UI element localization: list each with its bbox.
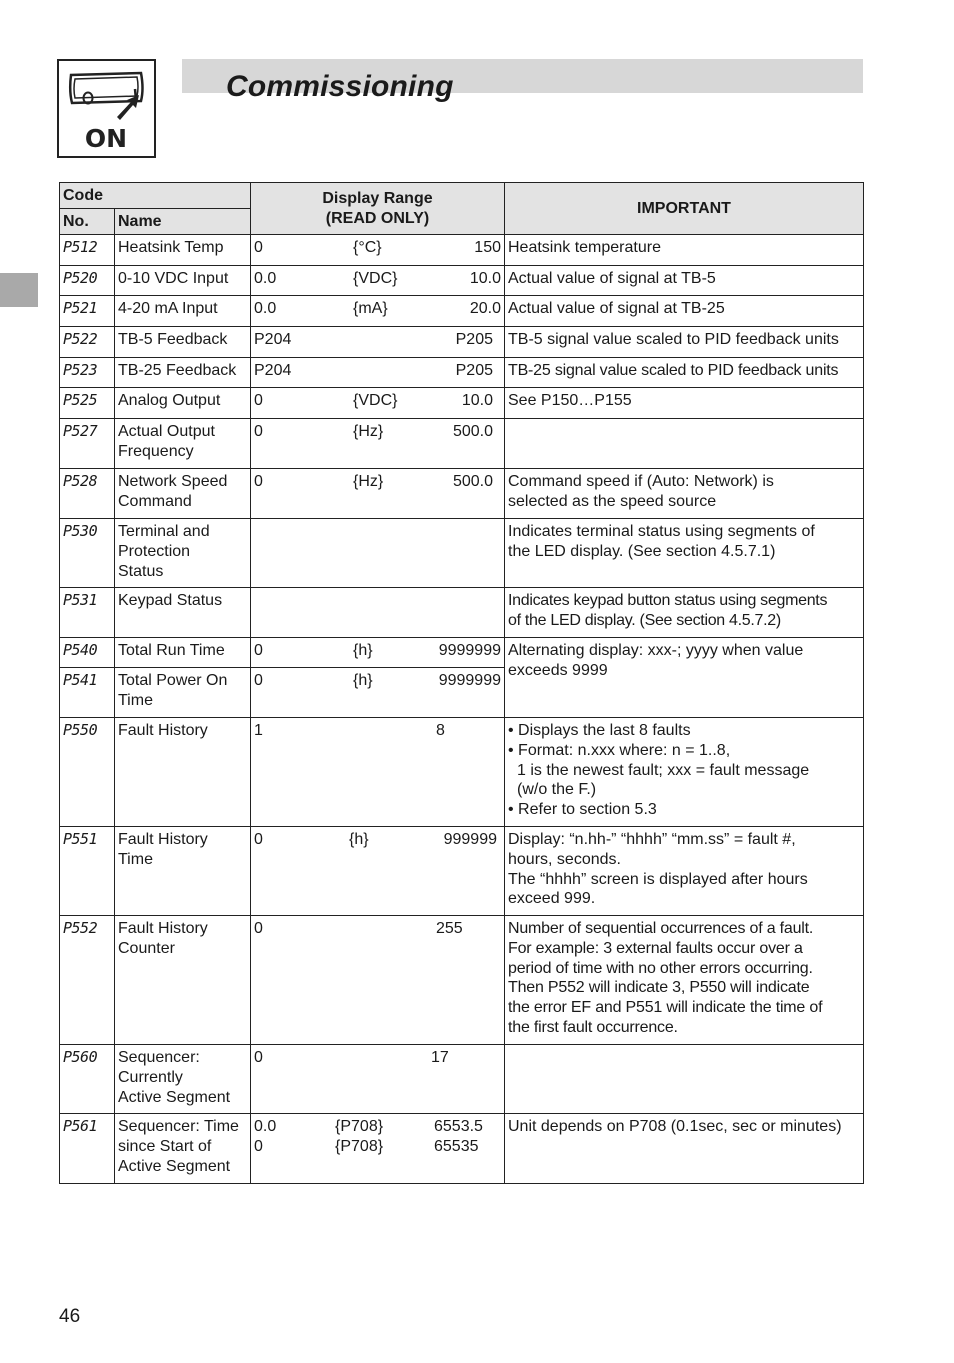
- range-unit: {VDC}: [353, 270, 398, 287]
- range-unit: {P708}: [335, 1118, 384, 1135]
- range-min: 0.0: [254, 270, 277, 287]
- range-max: 150: [474, 239, 501, 256]
- param-note: Indicates terminal status using segments of the LED display. (See section 4.5.7.1): [505, 519, 864, 588]
- param-note: Command speed if (Auto: Network) is selected as the speed source: [505, 469, 864, 519]
- range-min: 0: [254, 642, 263, 659]
- param-code: P531: [63, 591, 98, 609]
- param-code: P561: [63, 1117, 98, 1135]
- param-note: Indicates keypad button status using segments of the LED display. (See section 4.5.7.2): [505, 588, 864, 638]
- table-row: [60, 296, 864, 327]
- range-max: 9999999: [438, 642, 501, 659]
- section-tab-marker: [0, 273, 38, 307]
- param-name: Analog Output: [115, 388, 251, 419]
- range-unit: {Hz}: [353, 423, 384, 440]
- range-min: 0: [254, 1049, 263, 1066]
- range-min: 0.0: [254, 1118, 277, 1135]
- rocker-switch-icon: [59, 61, 154, 156]
- param-name: Sequencer: Time since Start of Active Segment: [115, 1114, 251, 1184]
- param-code: P525: [63, 391, 98, 409]
- range-min: 0: [254, 423, 263, 440]
- param-name: Fault History: [115, 718, 251, 827]
- param-code: P552: [63, 919, 98, 937]
- table-row: [60, 327, 864, 358]
- param-code: P541: [63, 671, 98, 689]
- header-display-range: Display Range (READ ONLY): [251, 183, 505, 235]
- range-max: 9999999: [438, 672, 501, 689]
- param-name: Keypad Status: [115, 588, 251, 638]
- range-min: 1: [254, 722, 263, 739]
- table-row: [60, 469, 864, 519]
- param-note: Actual value of signal at TB-25: [505, 296, 864, 327]
- param-name: Total Power On Time: [115, 668, 251, 718]
- range-max: 10.0: [461, 392, 493, 409]
- param-note: Number of sequential occurrences of a fault. For example: 3 external faults occur over a period of time with no other errors occurring. Then P552 will indicate 3, P550 will indicate the error EF and P551 will indicate the time of the first fault occurrence.: [505, 916, 864, 1045]
- table-row: [60, 638, 864, 668]
- range-min: 0: [254, 672, 263, 689]
- param-code: P540: [63, 641, 98, 659]
- range-max: 500.0: [452, 423, 493, 440]
- range-min: 0: [254, 920, 263, 937]
- range-min: 0: [254, 473, 263, 490]
- range-unit: {h}: [353, 672, 373, 689]
- param-code: P550: [63, 721, 98, 739]
- range-unit: {Hz}: [353, 473, 384, 490]
- param-code: P560: [63, 1048, 98, 1066]
- range-min: 0: [254, 1138, 263, 1155]
- range-max: 999999: [443, 831, 497, 848]
- header-important: IMPORTANT: [505, 183, 864, 235]
- table-row: [60, 235, 864, 266]
- param-code: P521: [63, 299, 98, 317]
- param-code: P530: [63, 522, 98, 540]
- range-max: 500.0: [452, 473, 493, 490]
- table-row: [60, 419, 864, 469]
- range-unit: {mA}: [353, 300, 388, 317]
- table-row: [60, 916, 864, 1045]
- param-note: See P150…P155: [505, 388, 864, 419]
- table-row: [60, 588, 864, 638]
- table-row: [60, 1114, 864, 1184]
- range-max: 65535: [434, 1138, 479, 1155]
- table-row: [60, 827, 864, 916]
- range-max: 255: [436, 920, 463, 937]
- param-name: Terminal and Protection Status: [115, 519, 251, 588]
- param-note: [505, 1045, 864, 1114]
- table-row: [60, 519, 864, 588]
- table-row: [60, 388, 864, 419]
- param-note: TB-25 signal value scaled to PID feedback units: [505, 358, 864, 388]
- power-switch-logo: [57, 59, 156, 158]
- header-code: Code: [60, 183, 251, 209]
- param-code: P527: [63, 422, 98, 440]
- param-name: Fault History Counter: [115, 916, 251, 1045]
- range-max: P205: [455, 331, 493, 348]
- param-name: TB-5 Feedback: [115, 327, 251, 358]
- table-row: [60, 718, 864, 827]
- param-note: Actual value of signal at TB-5: [505, 266, 864, 296]
- param-note: TB-5 signal value scaled to PID feedback units: [505, 327, 864, 358]
- param-note: Heatsink temperature: [505, 235, 864, 266]
- range-max: P205: [455, 362, 493, 379]
- page-number: 46: [59, 1306, 81, 1327]
- range-min: 0: [254, 239, 263, 256]
- param-name: Sequencer: Currently Active Segment: [115, 1045, 251, 1114]
- range-min: 0: [254, 392, 263, 409]
- param-note: • Displays the last 8 faults • Format: n.xxx where: n = 1..8, 1 is the newest fault; xxx = fault message (w/o the F.) • Refer to section 5.3: [505, 718, 864, 827]
- range-max: 17: [431, 1049, 449, 1066]
- param-name: Total Run Time: [115, 638, 251, 668]
- param-note: Alternating display: xxx-; yyyy when value exceeds 9999: [505, 638, 864, 718]
- header-name: Name: [115, 209, 251, 235]
- param-code: P551: [63, 830, 98, 848]
- range-min: 0: [254, 831, 263, 848]
- header-no: No.: [60, 209, 115, 235]
- param-note: Unit depends on P708 (0.1sec, sec or minutes): [505, 1114, 864, 1184]
- param-name: Actual Output Frequency: [115, 419, 251, 469]
- range-max: 8: [436, 722, 445, 739]
- range-max: 20.0: [469, 300, 501, 317]
- param-name: Heatsink Temp: [115, 235, 251, 266]
- param-name: Fault History Time: [115, 827, 251, 916]
- param-code: P522: [63, 330, 98, 348]
- range-max: 6553.5: [434, 1118, 483, 1135]
- param-note: [505, 419, 864, 469]
- param-code: P512: [63, 238, 98, 256]
- table-row: [60, 1045, 864, 1114]
- range-unit: {°C}: [353, 239, 382, 256]
- page-title: Commissioning: [226, 70, 454, 103]
- param-code: P520: [63, 269, 98, 287]
- logo-on-text: ON: [84, 124, 128, 153]
- range-unit: {h}: [349, 831, 369, 848]
- param-code: P528: [63, 472, 98, 490]
- param-name: 4-20 mA Input: [115, 296, 251, 327]
- table-header-row: [60, 183, 864, 209]
- range-unit: {VDC}: [353, 392, 398, 409]
- range-unit: {h}: [353, 642, 373, 659]
- table-row: [60, 358, 864, 388]
- param-note: Display: “n.hh-” “hhhh” “mm.ss” = fault #, hours, seconds. The “hhhh” screen is displayed after hours exceed 999.: [505, 827, 864, 916]
- range-max: 10.0: [469, 270, 501, 287]
- parameter-table: [59, 182, 864, 1184]
- range-min: P204: [254, 362, 292, 379]
- table-row: [60, 266, 864, 296]
- range-unit: {P708}: [335, 1138, 384, 1155]
- range-min: 0.0: [254, 300, 277, 317]
- param-code: P523: [63, 361, 98, 379]
- range-min: P204: [254, 331, 292, 348]
- param-name: Network Speed Command: [115, 469, 251, 519]
- param-name: 0-10 VDC Input: [115, 266, 251, 296]
- param-name: TB-25 Feedback: [115, 358, 251, 388]
